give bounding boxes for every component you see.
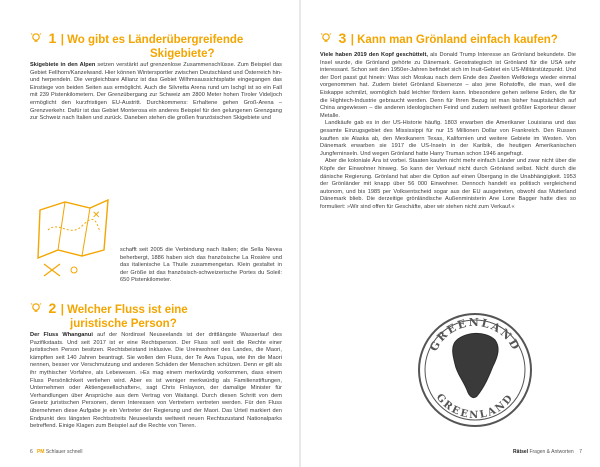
footer-title: Rätsel (513, 449, 529, 455)
body-text: schafft seit 2005 die Verbindung nach Italien; die Sella Nevea beherbergt, 1886 haben sich das französische La Rosière und das italienische La Thuile zusammengetan. Klein gestaltet in der Größe ist das französisch-schweizerische Portes du Soleil: 650 Pistenkilometer. (120, 247, 282, 284)
page-number: 7 (579, 449, 582, 455)
stamp-text-top: GREENLAND (427, 315, 523, 354)
question-title: Kann man Grönland einfach kaufen? (357, 34, 558, 46)
question-title-line2: juristische Person? (70, 318, 177, 330)
question-3-heading: 3 | Kann man Grönland einfach kaufen? (320, 30, 580, 48)
question-number: 1 (48, 30, 57, 46)
greenland-map-icon (453, 333, 498, 397)
body-text: Aber die koloniale Ära ist vorbei. Staaten kaufen nicht mehr einfach Länder und zwar nicht über die Köpfe der Einwohner hinweg. So kann der Verkauf nicht durch Grönland selbst. Nicht durch die dänische Regierung. Grönland hat aber die Option auf einen Übergang in die Unabhängigkeit. 1953 der Grönländer mit knapp über 56 000 Einwohner. Dennoch handelt es politisch vergleichend autonom, und bis 1985 per Volksentscheid sogar aus der EU ausgetreten, obwohl das Mutterland Dänemark blieb. Die derzeitige grönländische Außenministerin Ane Lone Bagger hatte dies so formuliert: »Wir sind offen für Geschäfte, aber wir stehen nicht zum Verkauf.« (320, 158, 576, 210)
page-number: 6 (30, 449, 33, 455)
question-1-body-top (30, 62, 282, 123)
lead-text: Viele haben 2019 den Kopf geschüttelt, (320, 52, 428, 58)
question-1-heading: 1 | Wo gibt es Länderübergreifende Skigebiete? (30, 30, 290, 61)
lead-text: Der Fluss Whanganui (30, 332, 93, 338)
lightbulb-icon (30, 302, 42, 314)
stamp-text-bottom: GREENLAND (433, 391, 517, 422)
left-footer: 6 PM Schlauer schnell (30, 449, 83, 455)
question-2-body (30, 332, 282, 431)
right-footer (320, 449, 582, 455)
body-text: Landkäufe gab es in der US-Historie häufig. 1803 erwarben die Amerikaner Louisiana und das gesamte Einzugsgebiet des Mississippi für nur 15 Millionen Dollar von Frankreich. Den Russen kauften sie Alaska ab, den Mexikanern Texas, Kalifornien und weitere Gebiete im Westen. Von Dänemark erwarben sie 1917 die US-Inseln in der Karibik, die heutigen Amerikanischen Jungferninseln. Und wegen Grönland hatte Harry Truman schon 1946 angefragt. (320, 120, 576, 157)
lead-text: Skigebiete in den Alpen (30, 62, 96, 68)
lightbulb-icon (30, 32, 42, 44)
svg-text:✕: ✕ (92, 210, 101, 221)
lightbulb-icon (320, 32, 332, 44)
body-text: als Donald Trump Interesse an Grönland bekundete. Die Insel wurde, die Grönland gehörte zu Dänemark. Geostrategisch ist Grönland für die USA sehr interessant. Schon seit den 1950er-Jahren befindet sich im Inuit-Gebiet ein US-Militärstützpunkt. Und der Dort passt gut hinein: Was sich Moskau nach dem Ende des Zweiten Weltkriegs wieder einmal vorgenommen hat. Zudem bietet Grönland Eisenerze – also jene Rohstoffe, die man, weil die Eiskappe schmilzt, womöglich bald leichter fördern kann. Inbesondere gehen seltene Erden, die für die Hightech-Industrie gebraucht werden. Denn für Ihren Bezug ist man bisher hauptsächlich auf China angewiesen – die anderen ideologischen Feind und zudem weltweit größter Exporteur dieser Metalle. (320, 52, 577, 119)
question-title-line1: Welcher Fluss ist eine (67, 304, 188, 316)
question-3-body (320, 52, 576, 211)
question-title-line2: Skigebiete? (150, 48, 215, 60)
footer-title: Schlauer schnell (45, 449, 83, 455)
right-page (300, 0, 600, 467)
question-number: 3 (338, 30, 347, 46)
question-title-line1: Wo gibt es Länderübergreifende (67, 34, 244, 46)
question-2-heading: 2 | Welcher Fluss ist eine juristische Person? (30, 300, 290, 331)
footer-subtitle: Fragen & Antworten (529, 449, 574, 455)
question-number: 2 (48, 300, 57, 316)
greenland-stamp (415, 300, 535, 435)
question-1-body-bottom (120, 247, 282, 285)
ski-map-illustration (30, 190, 115, 280)
body-text: setzen verstärkt auf grenzenlose Zusammenschlüsse. Zum Beispiel das Gebiet Fellhorn/Kanzelwand. Hier können Wintersportler zwischen Deutschland und Österreich hin- und herpendeln. Die vergleichbare Allianz ist das Gebiet Wilhmsaussichtsplatte eingegangen das Einstiege von beiden Seiten aus ermöglicht. Auch die Silvretta Arena rund um Ischgl ist so ein Fall mit 239 Pistenkilometern. Der Grenzübergang zur Schweiz am 2800 Meter hohen Tiroler Videljoch ermöglicht den kurzfristigen EU-Austritt. Durchkommens: Erhaltene gehen Groß-Arena – Grenzverkehr. Dafür ist das Gebiet Monterosa ein anderes Beispiel für den gelungenen Grenzgang zur Schweiz nach Italien und zurück. Daneben stehen die großen französischen Skigebiete und (30, 62, 282, 122)
body-text: auf der Nordinsel Neuseelands ist der drittlängste Wasserlauf des Pazifikstaats. Und seit 2017 ist er eine Rechtsperson. Der Fluss soll weit die Rechte einer juristischen Person besitzen. Rechtsbeistand inklusive. Die Ureinwohner des Landes, die Maori, kämpften seit 140 Jahren beantragt. Sie wollen den Fluss, der Te Awa Tupua, wie ihn die Maori nennen, besser vor Verschmutzung und anderen Schäden der Menschen schützen. Denn er gilt als ihr mythischer Vorfahre, als Lebewesen. »Es mag einem merkwürdig vorkommen, dass einem Fluss Persönlichkeit verliehen wird. Aber es ist weniger merkwürdig als Familienstiftungen, Unternehmen oder Aktiengesellschaften«, sagt Chris Finlayson, der damalige Minister für Verhandlungen über Ansprüche aus dem Vertrag von Waitangi. Durch diesen Schritt von dem Gesetz juristischen Personen, deren Interessen von Vertretern vertreten werden. Für den Fluss übernehmen diese Aufgabe je ein Vertreter der Regierung und der Maori. Das Urteil markiert den Endpunkt des längsten Rechtsstreits Neuseelands weltweit neuen Rechtszustand Nationalparks betreffend. Einige Klagen zum Beispiel auf die Rechte von Tieren. (30, 332, 283, 430)
